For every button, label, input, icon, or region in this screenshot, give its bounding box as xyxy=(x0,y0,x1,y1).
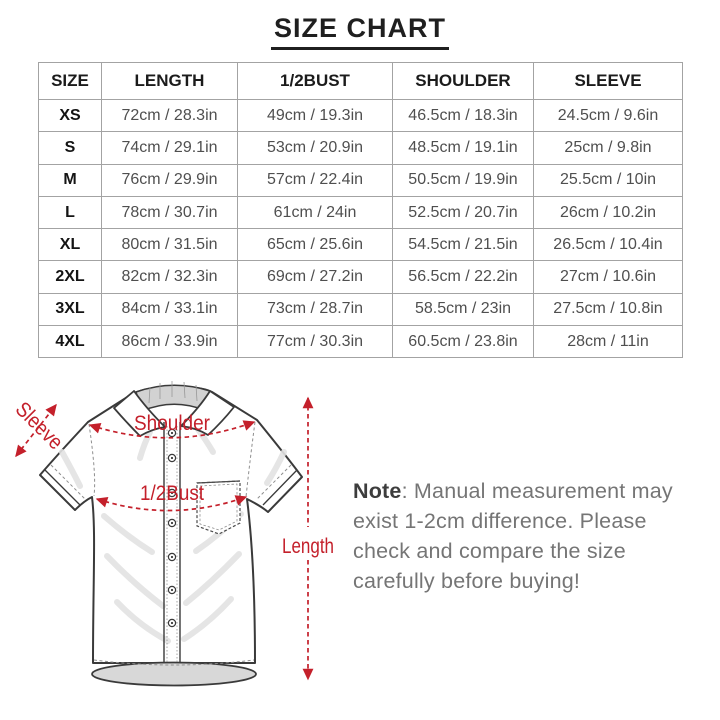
table-row-m xyxy=(39,164,683,196)
table-row-s xyxy=(39,132,683,164)
length-label: Length xyxy=(282,535,334,558)
table-cell: 49cm / 19.3in xyxy=(238,100,393,132)
size-chart-table xyxy=(38,62,683,358)
table-cell: 48.5cm / 19.1in xyxy=(393,132,534,164)
table-cell: 86cm / 33.9in xyxy=(102,326,238,358)
table-cell: 57cm / 22.4in xyxy=(238,164,393,196)
title-wrap xyxy=(0,13,720,50)
table-cell: 78cm / 30.7in xyxy=(102,196,238,228)
shirt-diagram xyxy=(0,370,360,720)
table-cell: 27cm / 10.6in xyxy=(534,261,683,293)
table-cell: 77cm / 30.3in xyxy=(238,326,393,358)
table-row-3xl xyxy=(39,293,683,325)
table-cell: 52.5cm / 20.7in xyxy=(393,196,534,228)
shoulder-label: Shoulder xyxy=(134,412,211,435)
size-label: XL xyxy=(39,229,102,261)
size-label: 3XL xyxy=(39,293,102,325)
table-cell: 84cm / 33.1in xyxy=(102,293,238,325)
table-cell: 65cm / 25.6in xyxy=(238,229,393,261)
table-cell: 80cm / 31.5in xyxy=(102,229,238,261)
table-cell: 73cm / 28.7in xyxy=(238,293,393,325)
size-label: L xyxy=(39,196,102,228)
table-cell: 25cm / 9.8in xyxy=(534,132,683,164)
table-cell: 53cm / 20.9in xyxy=(238,132,393,164)
table-cell: 72cm / 28.3in xyxy=(102,100,238,132)
table-cell: 27.5cm / 10.8in xyxy=(534,293,683,325)
table-row-4xl xyxy=(39,326,683,358)
note-label: Note xyxy=(353,479,402,503)
table-cell: 46.5cm / 18.3in xyxy=(393,100,534,132)
table-cell: 60.5cm / 23.8in xyxy=(393,326,534,358)
table-cell: 58.5cm / 23in xyxy=(393,293,534,325)
table-cell: 74cm / 29.1in xyxy=(102,132,238,164)
table-cell: 28cm / 11in xyxy=(534,326,683,358)
table-cell: 54.5cm / 21.5in xyxy=(393,229,534,261)
sleeve-label: Sleeve xyxy=(10,397,73,460)
table-row-2xl xyxy=(39,261,683,293)
table-row-xl xyxy=(39,229,683,261)
size-label: XS xyxy=(39,100,102,132)
column-header-sleeve: SLEEVE xyxy=(534,63,683,100)
note-text xyxy=(353,476,677,596)
column-header-shoulder: SHOULDER xyxy=(393,63,534,100)
page-title: SIZE CHART xyxy=(271,13,449,50)
table-cell: 82cm / 32.3in xyxy=(102,261,238,293)
header-row xyxy=(39,63,683,100)
table-cell: 25.5cm / 10in xyxy=(534,164,683,196)
size-label: S xyxy=(39,132,102,164)
bust-label: 1/2Bust xyxy=(140,482,205,505)
table-cell: 26cm / 10.2in xyxy=(534,196,683,228)
table-cell: 56.5cm / 22.2in xyxy=(393,261,534,293)
size-label: 2XL xyxy=(39,261,102,293)
table-row-xs xyxy=(39,100,683,132)
table-row-l xyxy=(39,196,683,228)
table-cell: 24.5cm / 9.6in xyxy=(534,100,683,132)
table-cell: 61cm / 24in xyxy=(238,196,393,228)
table-cell: 50.5cm / 19.9in xyxy=(393,164,534,196)
table-cell: 76cm / 29.9in xyxy=(102,164,238,196)
size-label: 4XL xyxy=(39,326,102,358)
table-cell: 26.5cm / 10.4in xyxy=(534,229,683,261)
hem-ellipse xyxy=(92,663,256,686)
size-label: M xyxy=(39,164,102,196)
column-header-size: SIZE xyxy=(39,63,102,100)
column-header-length: LENGTH xyxy=(102,63,238,100)
column-header-bust: 1/2BUST xyxy=(238,63,393,100)
table-cell: 69cm / 27.2in xyxy=(238,261,393,293)
note-body: : Manual measurement may exist 1-2cm difference. Please check and compare the size carefully before buying! xyxy=(353,479,673,593)
